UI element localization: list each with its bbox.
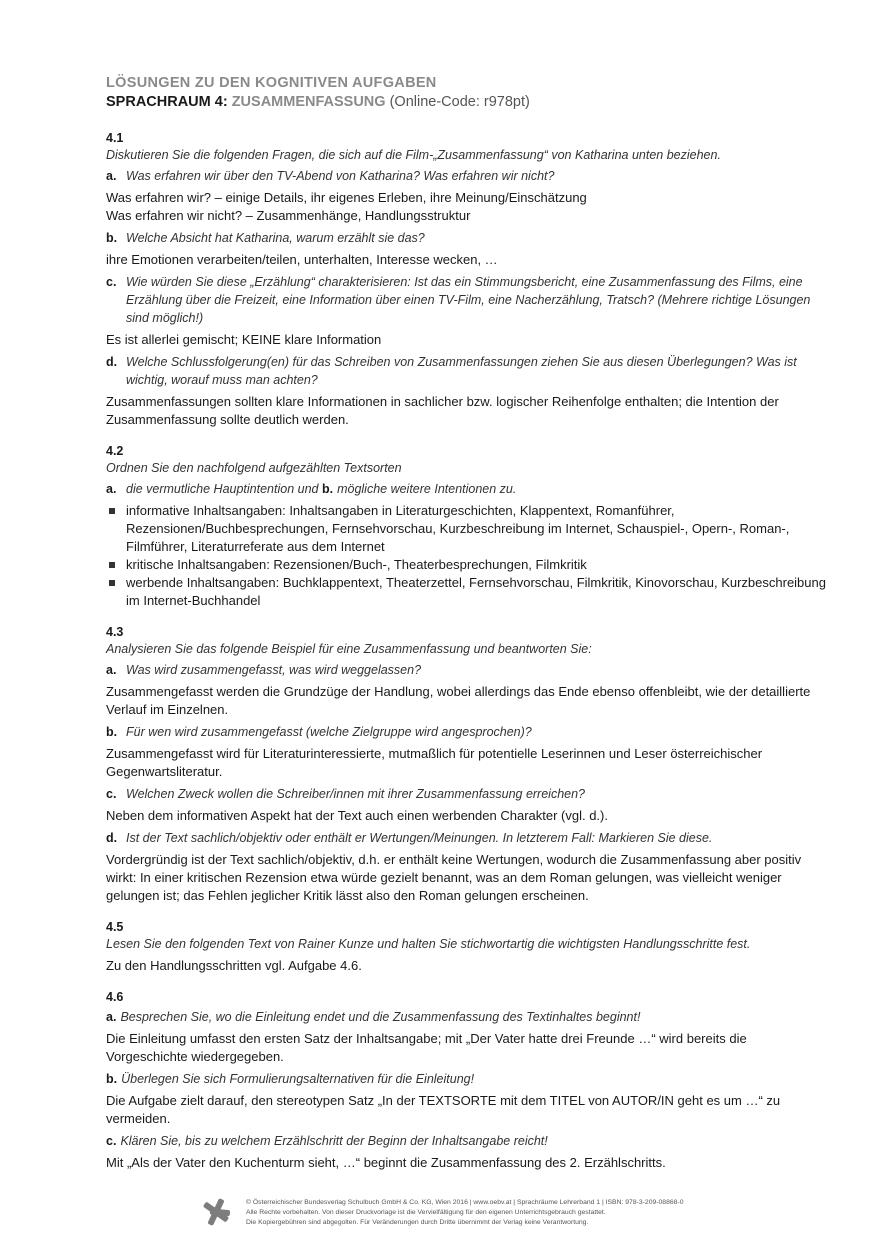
section-number: 4.5 [106, 920, 124, 934]
answer-a: Die Einleitung umfasst den ersten Satz der Inhaltsangabe; mit „Der Vater hatte drei Freunde …“ wird bereits die Vorgeschichte wiedergegeben. [106, 1031, 747, 1064]
question-label: b. [106, 231, 118, 245]
question-d [106, 829, 826, 847]
section-4-6 [106, 989, 826, 1172]
question-text [126, 480, 516, 498]
section-4-2 [106, 443, 826, 610]
publisher-logo-icon [200, 1196, 232, 1228]
question-text: Wie würden Sie diese „Erzählung“ charakterisieren: Ist das ein Stimmungsbericht, eine Zusammenfassung des Films, eine Erzählung über die Freizeit, eine Information über einen TV-Film, eine Nacherzählung, Tratsch? (Mehrere richtige Lösungen sind möglich!) [126, 275, 811, 325]
section-number: 4.1 [106, 131, 124, 145]
page-footer [200, 1196, 760, 1230]
question-text: Überlegen Sie sich Formulierungsalternativen für die Einleitung! [121, 1072, 475, 1086]
question-part: die vermutliche Hauptintention und [126, 482, 319, 496]
online-code: (Online-Code: r978pt) [389, 94, 530, 110]
question-text: Ist der Text sachlich/objektiv oder enthält er Wertungen/Meinungen. In letzterem Fall: Markieren Sie diese. [126, 831, 713, 845]
question-d [106, 353, 826, 389]
task-text: Ordnen Sie den nachfolgend aufgezählten Textsorten [106, 461, 402, 475]
section-4-5 [106, 919, 826, 975]
bullet-text: informative Inhaltsangaben: Inhaltsangaben in Literaturgeschichten, Klappentext, Romanführer, Rezensionen/Buchbesprechungen, Fernsehvorschau, Kurzbeschreibung im Internet, Schauspiel-, Opern-, Roman-, Filmführer, Literaturreferate aus dem Internet [126, 503, 790, 554]
question-text: Was wird zusammengefasst, was wird weggelassen? [126, 663, 422, 677]
question-text: Welche Schlussfolgerung(en) für das Schreiben von Zusammenfassungen ziehen Sie aus diesen Überlegungen? Was ist wichtig, worauf muss man achten? [126, 355, 797, 387]
question-a [106, 480, 826, 498]
answer-a: Zusammengefasst werden die Grundzüge der Handlung, wobei allerdings das Ende ebenso offenbleibt, wie der detaillierte Verlauf im Einzelnen. [106, 684, 811, 717]
section-4-3 [106, 624, 826, 905]
bullet-square-icon [106, 574, 126, 610]
section-4-1 [106, 130, 826, 429]
answer-line: Was erfahren wir nicht? – Zusammenhänge, Handlungsstruktur [106, 208, 471, 223]
answer-b: ihre Emotionen verarbeiten/teilen, unterhalten, Interesse wecken, … [106, 252, 498, 267]
question-text: Welche Absicht hat Katharina, warum erzählt sie das? [126, 231, 425, 245]
answer-a [106, 189, 826, 225]
question-label: d. [106, 831, 118, 845]
copyright-text [246, 1198, 683, 1228]
answer-c: Mit „Als der Vater den Kuchenturm sieht, …“ beginnt die Zusammenfassung des 2. Erzählschritts. [106, 1155, 666, 1170]
subtitle-chapter: SPRACHRAUM 4: [106, 94, 228, 110]
copyright-line: © Österreichischer Bundesverlag Schulbuch GmbH & Co. KG, Wien 2016 | www.oebv.at | Sprachräume Lehrerband 1 | ISBN: 978-3-209-08868-0 [246, 1199, 684, 1206]
question-label: d. [106, 355, 118, 369]
question-label: b. [106, 725, 118, 739]
question-b [106, 229, 826, 247]
question-c [106, 1132, 826, 1150]
question-label: a. [106, 1010, 117, 1024]
question-a [106, 1008, 826, 1026]
bullet-text: werbende Inhaltsangaben: Buchklappentext, Theaterzettel, Fernsehvorschau, Filmkritik, Kinovorschau, Kurzbeschreibung im Internet-Buchhandel [126, 575, 826, 608]
answer-d: Vordergründig ist der Text sachlich/objektiv, d.h. er enthält keine Wertungen, wodurch die Zusammenfassung aber positiv wirkt: In einer kritischen Rezension etwa würde gezielt benannt, was an dem Roman gelungen, was vielleicht weniger gelungen ist; das Fehlen jeglicher Kritik lässt also den Roman gelungen erscheinen. [106, 852, 802, 903]
document-page [106, 74, 826, 1176]
bullet-square-icon [106, 502, 126, 556]
section-number: 4.2 [106, 444, 124, 458]
question-c [106, 785, 826, 803]
subtitle-topic: ZUSAMMENFASSUNG [231, 94, 386, 110]
page-title: LÖSUNGEN ZU DEN KOGNITIVEN AUFGABEN [106, 75, 437, 91]
page-subtitle [106, 92, 826, 112]
question-text: Welchen Zweck wollen die Schreiber/innen mit ihrer Zusammenfassung erreichen? [126, 787, 586, 801]
question-label: c. [106, 275, 117, 289]
question-label: a. [106, 169, 117, 183]
question-text: Was erfahren wir über den TV-Abend von Katharina? Was erfahren wir nicht? [126, 169, 555, 183]
answer-d: Zusammenfassungen sollten klare Informationen in sachlicher bzw. logischer Reihenfolge enthalten; die Intention der Zusammenfassung sollte deutlich werden. [106, 394, 779, 427]
bullet-item [106, 556, 826, 574]
question-c [106, 273, 826, 327]
question-text: Besprechen Sie, wo die Einleitung endet und die Zusammenfassung des Textinhaltes beginnt! [120, 1010, 641, 1024]
question-text: Für wen wird zusammengefasst (welche Zielgruppe wird angesprochen)? [126, 725, 532, 739]
copyright-line: Alle Rechte vorbehalten. Von dieser Druckvorlage ist die Vervielfältigung für den eigenen Unterrichtsgebrauch gestattet. [246, 1209, 606, 1216]
question-label: b. [321, 482, 334, 496]
task-text: Lesen Sie den folgenden Text von Rainer Kunze und halten Sie stichwortartig die wichtigsten Handlungsschritte fest. [106, 937, 751, 951]
question-part: mögliche weitere Intentionen zu. [337, 482, 517, 496]
question-b [106, 1070, 826, 1088]
section-number: 4.3 [106, 625, 124, 639]
task-text: Diskutieren Sie die folgenden Fragen, die sich auf die Film-„Zusammenfassung“ von Katharina unten beziehen. [106, 148, 721, 162]
task-text: Analysieren Sie das folgende Beispiel für eine Zusammenfassung und beantworten Sie: [106, 642, 592, 656]
question-label: b. [106, 1072, 118, 1086]
question-a [106, 661, 826, 679]
answer-b: Die Aufgabe zielt darauf, den stereotypen Satz „In der TEXTSORTE mit dem TITEL von AUTOR/IN geht es um …“ zu vermeiden. [106, 1093, 781, 1126]
answer-b: Zusammengefasst wird für Literaturinteressierte, mutmaßlich für potentielle Leserinnen und Leser österreichischer Gegenwartsliteratur. [106, 746, 763, 779]
bullet-square-icon [106, 556, 126, 574]
answer-c: Neben dem informativen Aspekt hat der Text auch einen werbenden Charakter (vgl. d.). [106, 808, 608, 823]
question-a [106, 167, 826, 185]
bullet-list [106, 502, 826, 610]
question-b [106, 723, 826, 741]
copyright-line: Die Kopiergebühren sind abgegolten. Für Veränderungen durch Dritte übernimmt der Verlag keine Verantwortung. [246, 1219, 589, 1226]
bullet-item [106, 502, 826, 556]
question-label: a. [106, 663, 117, 677]
answer-c: Es ist allerlei gemischt; KEINE klare Information [106, 332, 382, 347]
answer: Zu den Handlungsschritten vgl. Aufgabe 4.6. [106, 958, 362, 973]
question-label: c. [106, 787, 117, 801]
question-label: c. [106, 1134, 117, 1148]
question-label: a. [106, 482, 117, 496]
bullet-item [106, 574, 826, 610]
answer-line: Was erfahren wir? – einige Details, ihr eigenes Erleben, ihre Meinung/Einschätzung [106, 190, 587, 205]
section-number: 4.6 [106, 990, 124, 1004]
bullet-text: kritische Inhaltsangaben: Rezensionen/Buch-, Theaterbesprechungen, Filmkritik [126, 557, 587, 572]
question-text: Klären Sie, bis zu welchem Erzählschritt der Beginn der Inhaltsangabe reicht! [120, 1134, 548, 1148]
